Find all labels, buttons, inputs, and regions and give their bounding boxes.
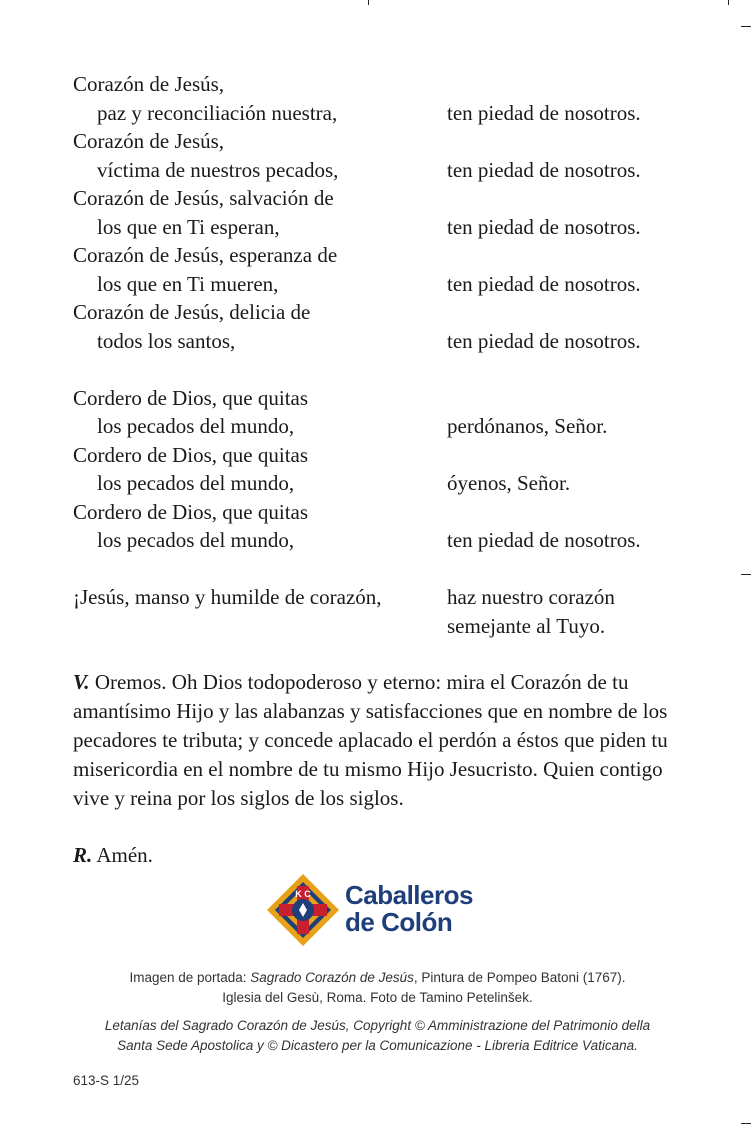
closing-text: ¡Jesús, manso y humilde de corazón, <box>73 585 382 609</box>
response-text: haz nuestro corazón <box>447 585 615 609</box>
invocation-lead <box>73 298 713 327</box>
invocation-cont <box>73 270 713 299</box>
invocation-text: Corazón de Jesús, salvación de <box>73 186 334 210</box>
cover-credit <box>60 968 695 1008</box>
closing-prayer <box>73 668 693 813</box>
closing-row <box>73 612 713 641</box>
response-text: perdónanos, Señor. <box>447 414 608 438</box>
invocation-cont <box>73 412 713 441</box>
litany-heart-invocations <box>73 70 713 355</box>
crop-mark <box>728 0 729 5</box>
invocation-lead <box>73 70 713 99</box>
crop-mark <box>368 0 369 5</box>
invocation-text: paz y reconciliación nuestra, <box>97 100 338 125</box>
invocation-text: Cordero de Dios, que quitas <box>73 499 309 524</box>
invocation-text: los que en Ti mueren, <box>97 271 279 296</box>
invocation-cont <box>73 526 713 555</box>
crop-mark <box>741 574 751 575</box>
credit-text: Iglesia del Gesù, Roma. Foto de Tamino Petelinšek. <box>222 990 533 1005</box>
copyright-text: Santa Sede Apostolica y © Dicastero per la Comunicazione - Libreria Editrice Vaticana. <box>117 1038 638 1053</box>
closing-invocation <box>73 583 713 640</box>
response-text: ten piedad de nosotros. <box>447 100 641 125</box>
kofc-emblem-icon <box>265 872 341 948</box>
print-code: 613-S 1/25 <box>73 1073 140 1088</box>
invocation-lead <box>73 127 713 156</box>
response-mark: R. <box>73 843 93 867</box>
amen-text: Amén. <box>96 843 153 867</box>
crop-mark <box>741 26 751 27</box>
spacer <box>73 555 713 584</box>
knights-of-columbus-logo <box>265 872 495 952</box>
invocation-text: Corazón de Jesús, esperanza de <box>73 243 338 267</box>
response-text: ten piedad de nosotros. <box>447 271 641 296</box>
credit-text: , Pintura de Pompeo Batoni (1767). <box>413 970 626 985</box>
invocation-text: Corazón de Jesús, <box>73 72 225 96</box>
invocation-lead <box>73 441 713 470</box>
prayer-text: Oremos. Oh Dios todopoderoso y eterno: mira el Corazón de tu amantísimo Hijo y las alabanzas y satisfacciones que en nombre de los pecadores te tributa; y concede aplacado el perdón a éstos que piden tu misericordia en el nombre de tu mismo Hijo Jesucristo. Quien contigo vive y reina por los siglos de los siglos. <box>73 670 668 810</box>
credit-text: Imagen de portada: <box>129 970 251 985</box>
spacer <box>73 355 713 384</box>
response-text: óyenos, Señor. <box>447 471 571 495</box>
invocation-text: Cordero de Dios, que quitas <box>73 442 309 467</box>
invocation-cont <box>73 469 713 498</box>
invocation-lead <box>73 184 713 213</box>
litany-section <box>73 70 713 640</box>
closing-row <box>73 583 713 612</box>
invocation-text: los pecados del mundo, <box>97 528 295 552</box>
invocation-text: todos los santos, <box>97 328 236 353</box>
invocation-lead <box>73 384 713 413</box>
amen-line <box>73 841 153 870</box>
logo-line1: Caballeros <box>345 880 473 910</box>
response-text: semejante al Tuyo. <box>447 613 606 638</box>
invocation-text: los pecados del mundo, <box>97 471 295 495</box>
response-text: ten piedad de nosotros. <box>447 528 641 552</box>
copyright-text: Letanías del Sagrado Corazón de Jesús, Copyright © Amministrazione del Patrimonio della <box>104 1018 651 1033</box>
invocation-cont <box>73 99 713 128</box>
response-text: ten piedad de nosotros. <box>447 328 641 353</box>
logo-wordmark <box>345 882 473 936</box>
versicle-mark: V. <box>73 670 90 694</box>
crop-mark <box>741 1123 751 1124</box>
invocation-cont <box>73 156 713 185</box>
invocation-cont <box>73 327 713 356</box>
invocation-text: Corazón de Jesús, <box>73 129 225 153</box>
invocation-text: los pecados del mundo, <box>97 414 295 438</box>
invocation-text: Corazón de Jesús, delicia de <box>73 300 311 324</box>
invocation-text: víctima de nuestros pecados, <box>97 157 339 182</box>
credit-title: Sagrado Corazón de Jesús <box>250 970 414 985</box>
invocation-text: Cordero de Dios, que quitas <box>73 385 309 410</box>
invocation-lead <box>73 498 713 527</box>
emblem-letters: K C <box>295 889 311 899</box>
invocation-text: los que en Ti esperan, <box>97 214 280 239</box>
agnus-dei-invocations <box>73 384 713 555</box>
logo-line2: de Colón <box>345 907 453 937</box>
response-text: ten piedad de nosotros. <box>447 214 641 239</box>
response-text: ten piedad de nosotros. <box>447 157 641 182</box>
copyright-notice <box>60 1016 695 1056</box>
invocation-lead <box>73 241 713 270</box>
invocation-cont <box>73 213 713 242</box>
